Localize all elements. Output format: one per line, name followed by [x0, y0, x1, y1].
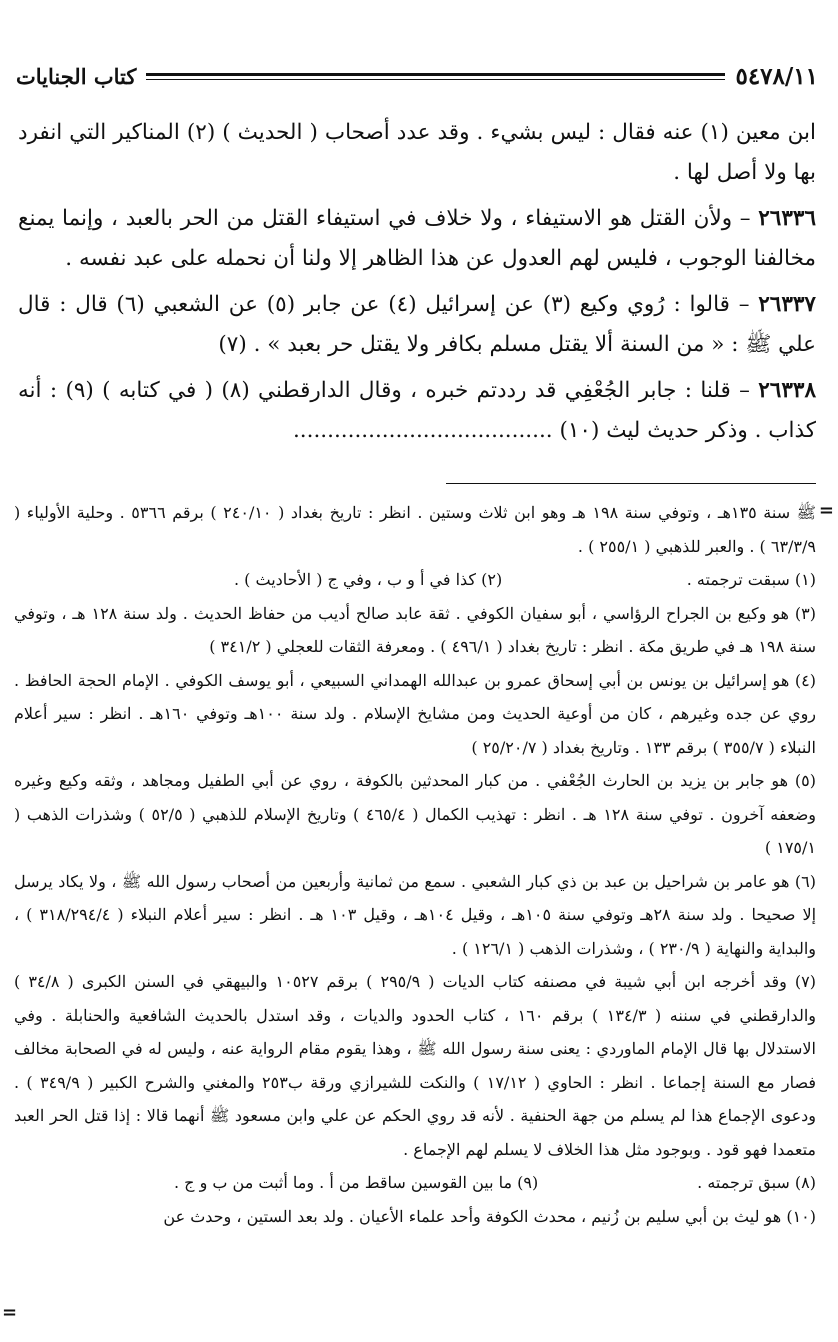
page-number: ٥٤٧٨/١١ [735, 62, 818, 90]
footnote-7: (٧) وقد أخرجه ابن أبي شيبة في مصنفه كتاب الديات ( ٢٩٥/٩ ) برقم ١٠٥٢٧ والبيهقي في السنن الكبرى ( ٣٤/٨ ) والدارقطني في سننه ( ١٣٤/٣ ) برقم ١٦٠ ، كتاب الحدود والديات ، وقد استدل بالحديث الشافعية والحنابلة . وفي الاستدلال بها قال الإمام الماوردي : يعنى سنة رسول الله ﷺ ، وهذا يقوم مقام الرواية عنه ، وليس له في الصحابة مخالف فصار مع السنة إجماعا . انظر : الحاوي ( ١٧/١٢ ) والنكت للشيرازي ورقة ب٢٥٣ والمغني والشرح الكبير ( ٣٤٩/٩ ) . ودعوى الإجماع هذا لم يسلم من جهة الحنفية . لأنه قد روي الحكم عن علي وابن مسعود ﷺ أنهما قالا : إذا قتل الحر العبد متعمدا فهو قود . وبوجود مثل هذا الخلاف لا يسلم لهم الإجماع . [14, 972, 817, 1159]
footnote-5: (٥) هو جابر بن يزيد بن الحارث الجُعْفي . من كبار المحدثين بالكوفة ، روي عن أبي الطفيل ومجاهد ، وثقه وكيع وغيره وضعفه آخرون . توفي سنة ١٢٨ هـ . انظر : تهذيب الكمال ( ٤٦٥/٤ ) وتاريخ الإسلام للذهبي ( ٥٢/٥ ) وشذرات الذهب ( ١٧٥/١ ) [14, 771, 817, 857]
header-rule [146, 73, 725, 80]
paragraph-26336 [18, 199, 816, 279]
footnote-row [14, 563, 816, 597]
paragraph-number: ٢٦٣٣٧ [758, 292, 816, 317]
footnote-10: (١٠) هو ليث بن أبي سليم بن زُنيم ، محدث الكوفة وأحد علماء الأعيان . ولد بعد الستين ، وحدث عن [163, 1206, 816, 1226]
paragraph-26337 [18, 285, 816, 365]
paragraph-text: – قلنا : جابر الجُعْفِي قد رددتم خبره ، وقال الدارقطني (٨) ( في كتابه ) (٩) : أنه كذاب . وذكر حديث ليث (١٠) ...................................... [18, 378, 816, 443]
footnote-2: (٢) كذا في أ و ب ، وفي ج ( الأحاديث ) . [234, 570, 503, 589]
page-header [16, 56, 818, 96]
footnote-9: (٩) ما بين القوسين ساقط من أ . وما أثبت من ب و ج . [174, 1173, 539, 1192]
footnote-continued: ﷺ سنة ١٣٥هـ ، وتوفي سنة ١٩٨ هـ وهو ابن ثلاث وستين . انظر : تاريخ بغداد ( ٢٤٠/١٠ ) برقم ٥٣٦٦ . وحلية الأولياء ( ٦٣/٣/٩ ) . والعبر للذهبي ( ٢٥٥/١ ) . [14, 503, 817, 556]
paragraph-number: ٢٦٣٣٨ [758, 378, 816, 403]
footnotes [14, 496, 816, 1233]
paragraph-text: – قالوا : رُوي وكيع (٣) عن إسرائيل (٤) عن جابر (٥) عن الشعبي (٦) قال : قال علي ﷺ : « من السنة ألا يقتل مسلم بكافر ولا يقتل حر بعبد » . (٧) [18, 292, 816, 357]
footnote-6: (٦) هو عامر بن شراحيل بن عبد بن ذي كبار الشعبي . سمع من ثمانية وأربعين من أصحاب رسول الله ﷺ ، ولا يكاد يرسل إلا صحيحا . ولد سنة ٢٨هـ وتوفي سنة ١٠٥هـ ، وقيل ١٠٤هـ ، وقيل ١٠٣ هـ . انظر : سير أعلام النبلاء ( ٣١٨/٢٩٤/٤ ) ، والبداية والنهاية ( ٢٣٠/٩ ) ، وشذرات الذهب ( ١٢٦/١ ) . [14, 871, 817, 958]
footnote-8: (٨) سبق ترجمته . [697, 1173, 816, 1192]
footnote-separator [446, 483, 816, 484]
continuation-mark-bottom: = [2, 1302, 18, 1323]
footnote-4: (٤) هو إسرائيل بن يونس بن أبي إسحاق عمرو بن عبدالله الهمداني السبيعي ، أبو يوسف الكوفي . الإمام الحجة الحافظ . روي عن جده وغيرهم ، كان من أوعية الحديث ومن مشايخ الإسلام . ولد سنة ١٠٠هـ وتوفي ١٦٠هـ . انظر : سير أعلام النبلاء ( ٣٥٥/٧ ) برقم ١٣٣ . وتاريخ بغداد ( ٢٥/٢٠/٧ ) [14, 670, 817, 757]
paragraph-26338 [18, 371, 816, 451]
main-text [18, 113, 816, 451]
paragraph-number: ٢٦٣٣٦ [758, 206, 816, 231]
paragraph-text: – ولأن القتل هو الاستيفاء ، ولا خلاف في استيفاء القتل من الحر بالعبد ، وإنما يمنع مخالفنا الوجوب ، فليس لهم العدول عن هذا الظاهر إلا ولنا أن نحمله على عبد نفسه . [18, 206, 816, 271]
footnote-3: (٣) هو وكيع بن الجراح الرؤاسي ، أبو سفيان الكوفي . ثقة عابد صالح أديب من حفاظ الحديث . ولد سنة ١٢٨ هـ ، وتوفي سنة ١٩٨ هـ في طريق مكة . انظر : تاريخ بغداد ( ٤٩٦/١ ) . ومعرفة الثقات للعجلي ( ٣٤١/٢ ) [14, 603, 816, 656]
book-title: كتاب الجنايات [16, 63, 137, 89]
paragraph-continuation: ابن معين (١) عنه فقال : ليس بشيء . وقد عدد أصحاب ( الحديث ) (٢) المناكير التي انفرد بها ولا أصل لها . [18, 120, 816, 185]
continuation-mark-top: = [818, 500, 834, 521]
footnote-1: (١) سبقت ترجمته . [686, 570, 816, 589]
footnote-row [14, 1166, 816, 1200]
